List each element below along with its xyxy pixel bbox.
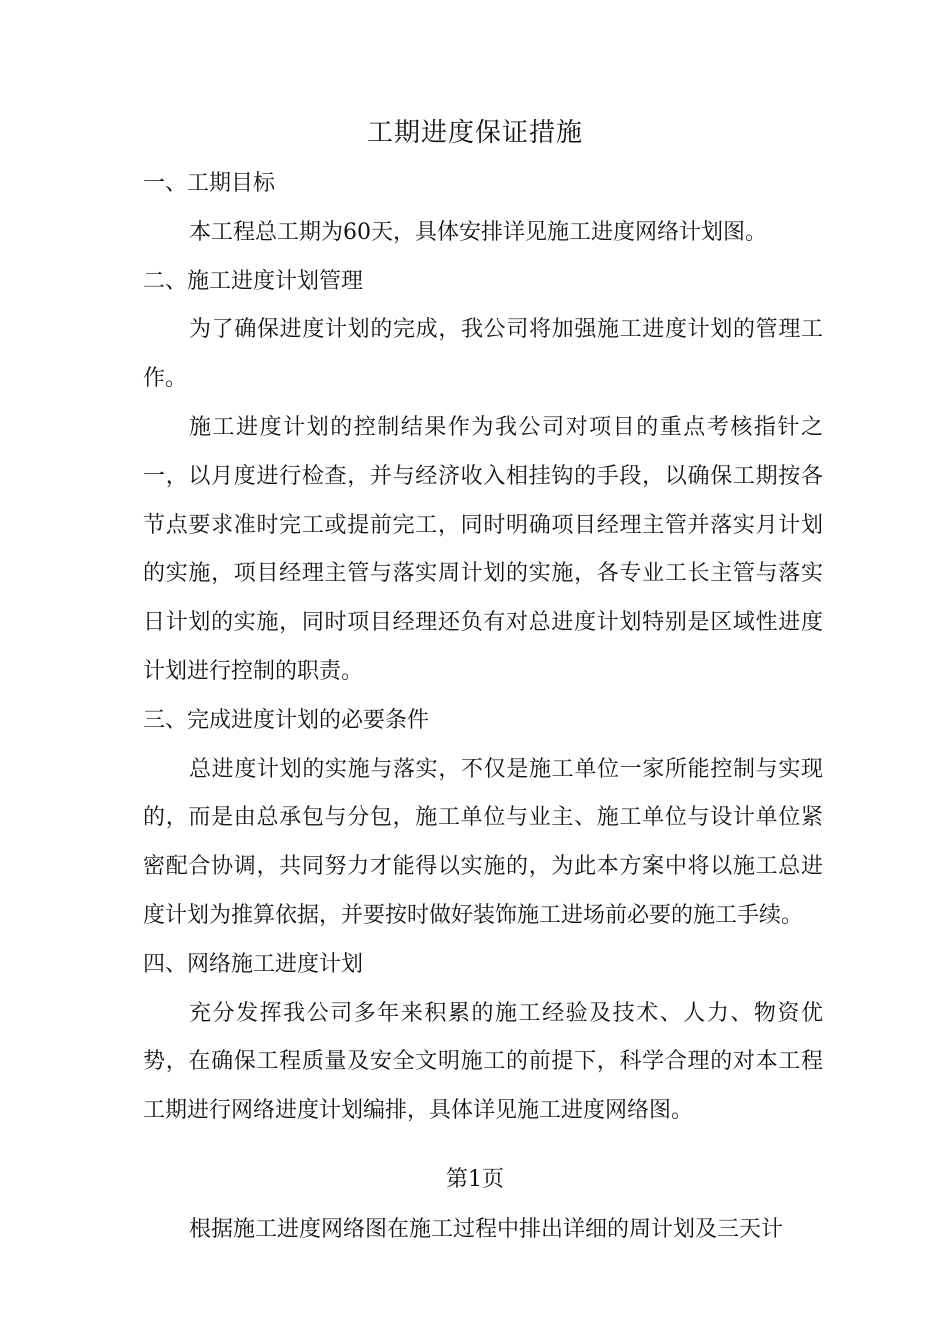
section-heading-2: 二、施工进度计划管理 — [143, 268, 364, 294]
section-heading-1: 一、工期目标 — [143, 171, 276, 196]
section-heading-3: 三、完成进度计划的必要条件 — [143, 707, 430, 733]
document-body — [143, 160, 823, 1136]
section-2-paragraph-2: 施工进度计划的控制结果作为我公司对项目的重点考核指针之一，以月度进行检查，并与经济收入相挂钩的手段，以确保工期按各节点要求准时完工或提前完工，同时明确项目经理主管并落实月计划的实施，项目经理主管与落实周计划的实施，各专业工长主管与落实日计划的实施，同时项目经理还负有对总进度计划特别是区域性进度计划进行控制的职责。 — [143, 414, 823, 684]
document-title: 工期进度保证措施 — [366, 118, 583, 148]
page-number-footer: 第1页 — [446, 1167, 504, 1192]
section-heading-4: 四、网络施工进度计划 — [143, 951, 364, 977]
section-2-paragraph-1: 为了确保进度计划的完成，我公司将加强施工进度计划的管理工作。 — [143, 317, 823, 392]
section-4-paragraph-1: 充分发挥我公司多年来积累的施工经验及技术、人力、物资优势，在确保工程质量及安全文明施工的前提下，科学合理的对本工程工期进行网络进度计划编排，具体详见施工进度网络图。 — [143, 1000, 823, 1124]
section-1-paragraph-1: 本工程总工期为60天，具体安排详见施工进度网络计划图。 — [189, 219, 767, 245]
next-page-continuation-text: 根据施工进度网络图在施工过程中排出详细的周计划及三天计 — [189, 1217, 784, 1242]
section-3-paragraph-1: 总进度计划的实施与落实，不仅是施工单位一家所能控制与实现的，而是由总承包与分包，施工单位与业主、施工单位与设计单位紧密配合协调，共同努力才能得以实施的，为此本方案中将以施工总进度计划为推算依据，并要按时做好装饰施工进场前必要的施工手续。 — [143, 756, 823, 928]
